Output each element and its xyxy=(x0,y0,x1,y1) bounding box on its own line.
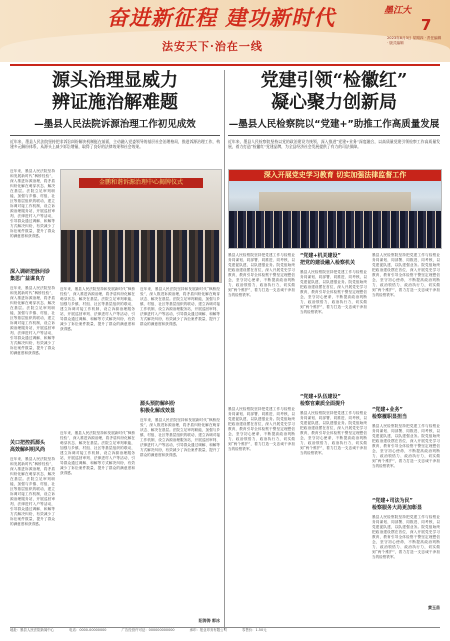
right-group-photo xyxy=(228,169,442,249)
left-section3-title: 源头预防解纠纷 xyxy=(140,401,176,407)
footer-item: 电话：0000-00000000 xyxy=(69,628,107,632)
right-photo-people xyxy=(229,211,441,248)
left-body-col3-bottom: 近年来，墨县人民法院坚持和发展新时代“枫桥经验”，深入推进诉源治理，将矛盾纠纷化解在萌芽状态、解决在基层。法院立足审判职能，加强与乡镇、村组、社区等基层组织的联动，建立诉调对接工作机制，设立诉源治理服务站，开展巡回审判、法律进村入户等活动，引导群众通过调解、和解等方式解决纠纷，有效减少了诉讼案件数量，提升了群众的满意度和获得感。 xyxy=(140,418,220,457)
right-headline-line2: 凝心聚力创新局 xyxy=(271,92,397,113)
left-photo-banner: 金鹏和谐诉源治理中心揭牌仪式 xyxy=(79,178,203,188)
right-subhead: —墨县人民检察院以“党建+”助推工作高质量发展 xyxy=(228,119,440,130)
right-section3-subtitle: 检察履职显担当 xyxy=(372,414,408,420)
paper-logo: 墨江大 xyxy=(384,6,412,16)
left-article-author: 阳涛涛 郭冰 xyxy=(198,618,220,623)
left-article xyxy=(10,70,220,630)
right-photo-banner: 深入开展党史学习教育 切实加强法律监督工作 xyxy=(229,170,441,181)
right-section2-title: “党建+队伍建设” xyxy=(300,394,341,400)
masthead-subslogan: 法安天下·治在一线 xyxy=(162,40,263,53)
left-section3-subtitle: 积极化解成效显 xyxy=(140,408,176,414)
right-section4-subtitle: 检察服务大局更加彰显 xyxy=(372,505,423,511)
masthead-slogan: 奋进新征程 建功新时代 xyxy=(107,5,336,30)
right-body-col1-top: 墨县人民检察院坚持把党建工作与检察业务同谋划、同部署、同推进、同考核，以党建促队建，以队建强业务。院党组始终把政治建设摆在首位，深入开展党史学习教育，教育引导全体检察干警坚定理想信念，坚守初心使命，不断提高政治判断力、政治领悟力、政治执行力，切实做到“两个维护”，着力打造一支忠诚干净担当的检察铁军。 xyxy=(228,253,295,297)
right-body-col3-mid: 墨县人民检察院坚持把党建工作与检察业务同谋划、同部署、同推进、同考核，以党建促队建，以队建强业务。院党组始终把政治建设摆在首位，深入开展党史学习教育，教育引导全体检察干警坚定理想信念，坚守初心使命，不断提高政治判断力、政治领悟力、政治执行力，切实做到“两个维护”，着力打造一支忠诚干净担当的检察铁军。 xyxy=(372,424,440,468)
issue-date-info: 2023年8月3日 星期四 · 责任编辑 · 版式编辑 xyxy=(387,36,442,45)
left-headline-line1: 源头治理显威力 xyxy=(52,70,178,91)
right-body-col3-top: 墨县人民检察院坚持把党建工作与检察业务同谋划、同部署、同推进、同考核，以党建促队建，以队建强业务。院党组始终把政治建设摆在首位，深入开展党史学习教育，教育引导全体检察干警坚定理想信念，坚守初心使命，不断提高政治判断力、政治领悟力、政治执行力，切实做到“两个维护”，着力打造一支忠诚干净担当的检察铁军。 xyxy=(372,253,440,297)
footer-item: 地址：墨县人民法院新闻中心 xyxy=(10,628,55,632)
footer-item: 零售价：1.50元 xyxy=(242,628,267,632)
left-section1-subtitle: 集思广益谋良方 xyxy=(10,276,46,282)
right-section2-subtitle: 检察官素质全面提升 xyxy=(300,401,346,407)
right-section4-title: “党建+司法为民” xyxy=(372,498,413,504)
masthead xyxy=(0,0,450,62)
left-body-col1-top: 近年来，墨县人民法院坚持和发展新时代“枫桥经验”，深入推进诉源治理，将矛盾纠纷化解在萌芽状态、解决在基层。法院立足审判职能，加强与乡镇、村组、社区等基层组织的联动，建立诉调对接工作机制，设立诉源治理服务站，开展巡回审判、法律进村入户等活动，引导群众通过调解、和解等方式解决纠纷，有效减少了诉讼案件数量，提升了群众的满意度和获得感。 xyxy=(10,169,55,238)
left-lead-paragraph: 近年来，墨县人民法院坚持把非诉讼纠纷解决机制挺在前面，主动融入党委领导的基层社会治理格局，推进诉源治理工作，构建多元解纷体系，从源头上减少诉讼增量，取得了良好的法律效果和社会效果。 xyxy=(10,139,220,149)
left-headline-line2: 辨证施治解难题 xyxy=(52,92,178,113)
right-article xyxy=(228,70,440,630)
page-number: 7 xyxy=(421,16,432,34)
right-article-author: 黄玉苗 xyxy=(428,605,440,610)
left-body-col1-mid: 近年来，墨县人民法院坚持和发展新时代“枫桥经验”，深入推进诉源治理，将矛盾纠纷化解在萌芽状态、解决在基层。法院立足审判职能，加强与乡镇、村组、社区等基层组织的联动，建立诉调对接工作机制，设立诉源治理服务站，开展巡回审判、法律进村入户等活动，引导群众通过调解、和解等方式解决纠纷，有效减少了诉讼案件数量，提升了群众的满意度和获得感。 xyxy=(10,286,55,355)
left-body-col2-bottom: 近年来，墨县人民法院坚持和发展新时代“枫桥经验”，深入推进诉源治理，将矛盾纠纷化解在萌芽状态、解决在基层。法院立足审判职能，加强与乡镇、村组、社区等基层组织的联动，建立诉调对接工作机制，设立诉源治理服务站，开展巡回审判、法律进村入户等活动，引导群众通过调解、和解等方式解决纠纷，有效减少了诉讼案件数量，提升了群众的满意度和获得感。 xyxy=(60,431,135,475)
left-body-col2-top: 近年来，墨县人民法院坚持和发展新时代“枫桥经验”，深入推进诉源治理，将矛盾纠纷化解在萌芽状态、解决在基层。法院立足审判职能，加强与乡镇、村组、社区等基层组织的联动，建立诉调对接工作机制，设立诉源治理服务站，开展巡回审判、法律进村入户等活动，引导群众通过调解、和解等方式解决纠纷，有效减少了诉讼案件数量，提升了群众的满意度和获得感。 xyxy=(60,287,135,331)
right-body-col2-bottom: 墨县人民检察院坚持把党建工作与检察业务同谋划、同部署、同推进、同考核，以党建促队建，以队建强业务。院党组始终把政治建设摆在首位，深入开展党史学习教育，教育引导全体检察干警坚定理想信念，坚守初心使命，不断提高政治判断力、政治领悟力、政治执行力，切实做到“两个维护”，着力打造一支忠诚干净担当的检察铁军。 xyxy=(300,411,367,455)
footer-item: 广告经营许可证：000000000000 xyxy=(121,628,175,632)
right-body-col2-top: 墨县人民检察院坚持把党建工作与检察业务同谋划、同部署、同推进、同考核，以党建促队建，以队建强业务。院党组始终把政治建设摆在首位，深入开展党史学习教育，教育引导全体检察干警坚定理想信念，坚守初心使命，不断提高政治判断力、政治领悟力、政治执行力，切实做到“两个维护”，着力打造一支忠诚干净担当的检察铁军。 xyxy=(300,270,367,314)
left-body-col3-top: 近年来，墨县人民法院坚持和发展新时代“枫桥经验”，深入推进诉源治理，将矛盾纠纷化解在萌芽状态、解决在基层。法院立足审判职能，加强与乡镇、村组、社区等基层组织的联动，建立诉调对接工作机制，设立诉源治理服务站，开展巡回审判、法律进村入户等活动，引导群众通过调解、和解等方式解决纠纷，有效减少了诉讼案件数量，提升了群众的满意度和获得感。 xyxy=(140,287,220,326)
left-headline-rule xyxy=(10,135,220,136)
right-headline-rule xyxy=(228,135,440,136)
left-section1-title: 深入调研把脉问诊 xyxy=(10,269,51,275)
right-body-col3-bottom: 墨县人民检察院坚持把党建工作与检察业务同谋划、同部署、同推进、同考核，以党建促队建，以队建强业务。院党组始终把政治建设摆在首位，深入开展党史学习教育，教育引导全体检察干警坚定理想信念，坚守初心使命，不断提高政治判断力、政治领悟力、政治执行力，切实做到“两个维护”，着力打造一支忠诚干净担当的检察铁军。 xyxy=(372,515,440,559)
right-section1-title: “党建+机关建设” xyxy=(300,253,341,259)
left-ceremony-photo xyxy=(60,169,222,283)
right-body-col1-bottom: 墨县人民检察院坚持把党建工作与检察业务同谋划、同部署、同推进、同考核，以党建促队建，以队建强业务。院党组始终把政治建设摆在首位，深入开展党史学习教育，教育引导全体检察干警坚定理想信念，坚守初心使命，不断提高政治判断力、政治领悟力、政治执行力，切实做到“两个维护”，着力打造一支忠诚干净担当的检察铁军。 xyxy=(228,407,295,451)
right-headline-line1: 党建引领“检徽红” xyxy=(260,70,408,91)
right-section3-title: “党建+业务” xyxy=(372,407,403,413)
left-body-col1-bottom: 近年来，墨县人民法院坚持和发展新时代“枫桥经验”，深入推进诉源治理，将矛盾纠纷化解在萌芽状态、解决在基层。法院立足审判职能，加强与乡镇、村组、社区等基层组织的联动，建立诉调对接工作机制，设立诉源治理服务站，开展巡回审判、法律进村入户等活动，引导群众通过调解、和解等方式解决纠纷，有效减少了诉讼案件数量，提升了群众的满意度和获得感。 xyxy=(10,457,55,526)
masthead-rule xyxy=(10,64,440,66)
column-divider xyxy=(224,70,225,630)
left-subhead: —墨县人民法院诉源治理工作初见成效 xyxy=(34,119,196,130)
left-photo-people xyxy=(61,230,221,282)
footer-item: 承印：报业印务有限公司 xyxy=(189,628,227,632)
page-footer xyxy=(10,627,440,640)
left-section2-subtitle: 高效解纠明风尚 xyxy=(10,447,46,453)
left-section2-title: 关口把控抓源头 xyxy=(10,440,46,446)
right-lead-paragraph: 近年来，墨县人民检察院坚持以党的政治建设为统领，深入推进“党建+业务”深度融合，以高质量党建引领检察工作高质量发展，着力打造“检徽红”党建品牌，为全县经济社会发展提供了有力的司法保障。 xyxy=(228,139,440,149)
right-section1-subtitle: 把党的建设融入检察机关 xyxy=(300,260,356,266)
